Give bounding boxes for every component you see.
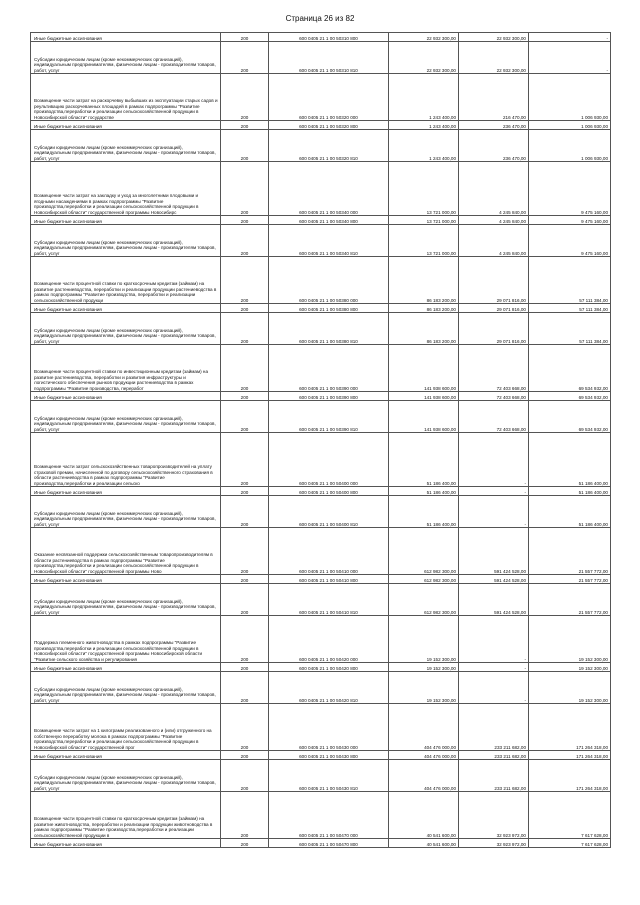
line-code-cell: 200 <box>221 616 269 663</box>
executed-amount-cell: 32 923 972,00 <box>459 839 529 848</box>
budget-classification-code-cell: 600 0405 21 1 00 50430 810 <box>269 760 389 792</box>
table-row <box>31 345 611 392</box>
table-row <box>31 496 611 528</box>
approved-amount-cell: 22 932 300,00 <box>389 33 459 42</box>
approved-amount-cell: 86 183 200,00 <box>389 304 459 313</box>
approved-amount-cell: 612 982 300,00 <box>389 584 459 616</box>
unexecuted-amount-cell: 171 264 318,00 <box>529 704 611 751</box>
budget-classification-code-cell: 600 0405 21 1 00 50340 800 <box>269 216 389 225</box>
table-row <box>31 121 611 130</box>
line-code-cell: 200 <box>221 663 269 672</box>
unexecuted-amount-cell: 57 111 384,00 <box>529 313 611 345</box>
table-row <box>31 528 611 575</box>
table-row <box>31 760 611 792</box>
executed-amount-cell: 591 424 528,00 <box>459 528 529 575</box>
budget-classification-code-cell: 600 0405 21 1 00 50390 000 <box>269 345 389 392</box>
line-code-cell: 200 <box>221 345 269 392</box>
expense-name-cell: Оказание несвязанной поддержки сельскохозяйственным товаропроизводителям в области растениеводства в рамках подпрограммы "Развитие производства,переработки и реализации сельскохозяйственной продукции в Новосибирской области" государственной программы Ново <box>31 528 221 575</box>
line-code-cell: 200 <box>221 216 269 225</box>
budget-classification-code-cell: 600 0405 21 1 00 50310 800 <box>269 33 389 42</box>
unexecuted-amount-cell: 171 264 318,00 <box>529 751 611 760</box>
line-code-cell: 200 <box>221 225 269 257</box>
approved-amount-cell: 404 476 000,00 <box>389 760 459 792</box>
budget-classification-code-cell: 600 0405 21 1 00 50400 000 <box>269 433 389 487</box>
executed-amount-cell: - <box>459 496 529 528</box>
line-code-cell: 200 <box>221 751 269 760</box>
expense-name-cell: Субсидии юридическим лицам (кроме некоммерческих организаций), индивидуальным предпринимателям, физическим лицам - производителям товаров, работ, услуг <box>31 42 221 74</box>
line-code-cell: 200 <box>221 433 269 487</box>
expense-name-cell: Субсидии юридическим лицам (кроме некоммерческих организаций), индивидуальным предпринимателям, физическим лицам - производителям товаров, работ, услуг <box>31 313 221 345</box>
table-row <box>31 575 611 584</box>
table-row <box>31 74 611 121</box>
line-code-cell: 200 <box>221 74 269 121</box>
unexecuted-amount-cell: 171 264 318,00 <box>529 760 611 792</box>
executed-amount-cell: 4 245 840,00 <box>459 216 529 225</box>
executed-amount-cell: - <box>459 487 529 496</box>
approved-amount-cell: 19 152 300,00 <box>389 663 459 672</box>
unexecuted-amount-cell: - <box>529 33 611 42</box>
unexecuted-amount-cell: 7 617 628,00 <box>529 792 611 839</box>
approved-amount-cell: 13 721 000,00 <box>389 216 459 225</box>
approved-amount-cell: 141 938 600,00 <box>389 401 459 433</box>
executed-amount-cell: - <box>459 433 529 487</box>
unexecuted-amount-cell: 69 534 932,00 <box>529 401 611 433</box>
executed-amount-cell: 233 211 682,00 <box>459 704 529 751</box>
table-row <box>31 401 611 433</box>
unexecuted-amount-cell: 1 006 930,00 <box>529 74 611 121</box>
budget-classification-code-cell: 600 0405 21 1 00 50430 000 <box>269 704 389 751</box>
expense-name-cell: Возмещение части процентной ставки по краткосрочным кредитам (займам) на развитие животноводства, переработки и реализации продукции животноводства в рамках подпрограммы "Развитие производства,переработки и реализации сельскохозяйственной продукции в <box>31 792 221 839</box>
budget-classification-code-cell: 600 0405 21 1 00 50470 800 <box>269 839 389 848</box>
budget-classification-code-cell: 600 0405 21 1 00 50380 810 <box>269 313 389 345</box>
budget-classification-code-cell: 600 0405 21 1 00 50320 810 <box>269 130 389 162</box>
unexecuted-amount-cell: 51 186 400,00 <box>529 496 611 528</box>
line-code-cell: 200 <box>221 839 269 848</box>
line-code-cell: 200 <box>221 313 269 345</box>
budget-classification-code-cell: 600 0405 21 1 00 50390 800 <box>269 392 389 401</box>
approved-amount-cell: 51 186 400,00 <box>389 487 459 496</box>
unexecuted-amount-cell: 7 617 628,00 <box>529 839 611 848</box>
expense-name-cell: Иные бюджетные ассигнования <box>31 216 221 225</box>
approved-amount-cell: 13 721 000,00 <box>389 225 459 257</box>
table-row <box>31 130 611 162</box>
approved-amount-cell: 40 541 600,00 <box>389 792 459 839</box>
executed-amount-cell: 72 403 668,00 <box>459 401 529 433</box>
executed-amount-cell: 4 245 840,00 <box>459 162 529 216</box>
expense-name-cell: Иные бюджетные ассигнования <box>31 663 221 672</box>
unexecuted-amount-cell: 51 186 400,00 <box>529 487 611 496</box>
budget-classification-code-cell: 600 0405 21 1 00 50400 810 <box>269 496 389 528</box>
unexecuted-amount-cell: 1 006 930,00 <box>529 130 611 162</box>
line-code-cell: 200 <box>221 704 269 751</box>
table-row <box>31 663 611 672</box>
line-code-cell: 200 <box>221 42 269 74</box>
executed-amount-cell: 591 424 528,00 <box>459 584 529 616</box>
unexecuted-amount-cell: 19 152 300,00 <box>529 672 611 704</box>
budget-classification-code-cell: 600 0405 21 1 00 50320 800 <box>269 121 389 130</box>
budget-classification-code-cell: 600 0405 21 1 00 50390 810 <box>269 401 389 433</box>
approved-amount-cell: 612 982 300,00 <box>389 575 459 584</box>
budget-classification-code-cell: 600 0405 21 1 00 50410 800 <box>269 575 389 584</box>
executed-amount-cell: 236 470,00 <box>459 130 529 162</box>
budget-classification-code-cell: 600 0405 21 1 00 50410 810 <box>269 584 389 616</box>
executed-amount-cell: 4 245 840,00 <box>459 225 529 257</box>
expense-name-cell: Иные бюджетные ассигнования <box>31 304 221 313</box>
executed-amount-cell: 233 211 682,00 <box>459 760 529 792</box>
expense-name-cell: Субсидии юридическим лицам (кроме некоммерческих организаций), индивидуальным предпринимателям, физическим лицам - производителям товаров, работ, услуг <box>31 130 221 162</box>
executed-amount-cell: 233 211 682,00 <box>459 751 529 760</box>
budget-classification-code-cell: 600 0405 21 1 00 50420 000 <box>269 616 389 663</box>
unexecuted-amount-cell: 9 475 160,00 <box>529 225 611 257</box>
expense-name-cell: Субсидии юридическим лицам (кроме некоммерческих организаций), индивидуальным предпринимателям, физическим лицам - производителям товаров, работ, услуг <box>31 496 221 528</box>
budget-classification-code-cell: 600 0405 21 1 00 50340 810 <box>269 225 389 257</box>
expense-name-cell: Возмещение части затрат сельскохозяйственных товаропроизводителей на уплату страховой премии, начисленной по договору сельскохозяйственного страхования в области растениеводства в рамках подпрограммы "Развитие производства,переработки и реализации сельско <box>31 433 221 487</box>
unexecuted-amount-cell: 19 152 300,00 <box>529 616 611 663</box>
line-code-cell: 200 <box>221 672 269 704</box>
expense-name-cell: Возмещение части процентной ставки по инвестиционным кредитам (займам) на развитие растениеводства, переработки и развития инфраструктуры и логистического обеспечения рынков продукции растениеводства в рамках подпрограммы "Развитие производства, переработ <box>31 345 221 392</box>
unexecuted-amount-cell: 21 557 772,00 <box>529 575 611 584</box>
unexecuted-amount-cell: 69 534 932,00 <box>529 392 611 401</box>
budget-classification-code-cell: 600 0405 21 1 00 50410 000 <box>269 528 389 575</box>
budget-classification-code-cell: 600 0405 21 1 00 50320 000 <box>269 74 389 121</box>
table-row <box>31 257 611 304</box>
budget-classification-code-cell: 600 0405 21 1 00 50310 810 <box>269 42 389 74</box>
line-code-cell: 200 <box>221 130 269 162</box>
page-number: Страница 26 из 82 <box>285 14 355 23</box>
expense-name-cell: Иные бюджетные ассигнования <box>31 121 221 130</box>
approved-amount-cell: 141 938 600,00 <box>389 345 459 392</box>
expense-name-cell: Возмещение части процентной ставки по краткосрочным кредитам (займам) на развитие растениеводства, переработки и реализации продукции растениеводства в рамках подпрограммы "Развитие производства, переработки и реализации сельскохозяйственной продукци <box>31 257 221 304</box>
expense-name-cell: Иные бюджетные ассигнования <box>31 575 221 584</box>
unexecuted-amount-cell: 21 557 772,00 <box>529 584 611 616</box>
budget-classification-code-cell: 600 0405 21 1 00 50400 800 <box>269 487 389 496</box>
expense-name-cell: Иные бюджетные ассигнования <box>31 487 221 496</box>
expense-name-cell: Субсидии юридическим лицам (кроме некоммерческих организаций), индивидуальным предпринимателям, физическим лицам - производителям товаров, работ, услуг <box>31 760 221 792</box>
approved-amount-cell: 141 938 600,00 <box>389 392 459 401</box>
line-code-cell: 200 <box>221 33 269 42</box>
budget-classification-code-cell: 600 0405 21 1 00 50380 800 <box>269 304 389 313</box>
expense-name-cell: Возмещение части затрат на раскорчевку выбывших из эксплуатации старых садов и реультивацию раскорчеванных площадей в рамках подпрограммы "Развитие производства,переработки и реализации сельскохозяйственной продукции в Новосибирской области" государстве <box>31 74 221 121</box>
executed-amount-cell: 72 403 668,00 <box>459 345 529 392</box>
unexecuted-amount-cell: 9 475 160,00 <box>529 216 611 225</box>
line-code-cell: 200 <box>221 496 269 528</box>
expense-name-cell: Субсидии юридическим лицам (кроме некоммерческих организаций), индивидуальным предпринимателям, физическим лицам - производителям товаров, работ, услуг <box>31 672 221 704</box>
table-row <box>31 313 611 345</box>
approved-amount-cell: 404 476 000,00 <box>389 751 459 760</box>
table-row <box>31 216 611 225</box>
line-code-cell: 200 <box>221 257 269 304</box>
expense-name-cell: Субсидии юридическим лицам (кроме некоммерческих организаций), индивидуальным предпринимателям, физическим лицам - производителям товаров, работ, услуг <box>31 401 221 433</box>
approved-amount-cell: 13 721 000,00 <box>389 162 459 216</box>
approved-amount-cell: 19 152 300,00 <box>389 616 459 663</box>
line-code-cell: 200 <box>221 487 269 496</box>
executed-amount-cell: 216 470,00 <box>459 74 529 121</box>
unexecuted-amount-cell: 57 111 384,00 <box>529 304 611 313</box>
approved-amount-cell: 51 186 400,00 <box>389 496 459 528</box>
table-row <box>31 433 611 487</box>
expense-name-cell: Поддержка племенного животноводства в рамках подпрограммы "Развитие производства,переработки и реализации сельскохозяйственной продукции в Новосибирской области" государственной программы Новосибирской области "Развитие сельского хозяйства и регулирования <box>31 616 221 663</box>
unexecuted-amount-cell: 9 475 160,00 <box>529 162 611 216</box>
budget-classification-code-cell: 600 0405 21 1 00 50420 810 <box>269 672 389 704</box>
expense-name-cell: Субсидии юридическим лицам (кроме некоммерческих организаций), индивидуальным предпринимателям, физическим лицам - производителям товаров, работ, услуг <box>31 225 221 257</box>
budget-table-body <box>31 33 611 848</box>
approved-amount-cell: 19 152 300,00 <box>389 672 459 704</box>
line-code-cell: 200 <box>221 401 269 433</box>
line-code-cell: 200 <box>221 304 269 313</box>
table-row <box>31 839 611 848</box>
table-row <box>31 42 611 74</box>
table-row <box>31 792 611 839</box>
approved-amount-cell: 22 932 300,00 <box>389 42 459 74</box>
table-row <box>31 487 611 496</box>
line-code-cell: 200 <box>221 575 269 584</box>
expense-name-cell: Иные бюджетные ассигнования <box>31 33 221 42</box>
executed-amount-cell: 236 470,00 <box>459 121 529 130</box>
expense-name-cell: Иные бюджетные ассигнования <box>31 751 221 760</box>
table-row <box>31 33 611 42</box>
approved-amount-cell: 51 186 400,00 <box>389 433 459 487</box>
executed-amount-cell: 29 071 816,00 <box>459 313 529 345</box>
budget-classification-code-cell: 600 0405 21 1 00 50470 000 <box>269 792 389 839</box>
line-code-cell: 200 <box>221 392 269 401</box>
executed-amount-cell: 29 071 816,00 <box>459 304 529 313</box>
line-code-cell: 200 <box>221 528 269 575</box>
approved-amount-cell: 612 982 300,00 <box>389 528 459 575</box>
executed-amount-cell: 72 403 668,00 <box>459 392 529 401</box>
approved-amount-cell: 86 183 200,00 <box>389 257 459 304</box>
unexecuted-amount-cell: 69 534 932,00 <box>529 345 611 392</box>
approved-amount-cell: 404 476 000,00 <box>389 704 459 751</box>
line-code-cell: 200 <box>221 792 269 839</box>
table-row <box>31 672 611 704</box>
budget-classification-code-cell: 600 0405 21 1 00 50430 800 <box>269 751 389 760</box>
table-row <box>31 225 611 257</box>
executed-amount-cell: 591 424 528,00 <box>459 575 529 584</box>
executed-amount-cell: - <box>459 672 529 704</box>
budget-table <box>30 32 611 848</box>
expense-name-cell: Иные бюджетные ассигнования <box>31 392 221 401</box>
table-row <box>31 584 611 616</box>
line-code-cell: 200 <box>221 760 269 792</box>
approved-amount-cell: 86 183 200,00 <box>389 313 459 345</box>
table-row <box>31 616 611 663</box>
unexecuted-amount-cell: 51 186 400,00 <box>529 433 611 487</box>
unexecuted-amount-cell: 21 557 772,00 <box>529 528 611 575</box>
unexecuted-amount-cell: 1 006 930,00 <box>529 121 611 130</box>
executed-amount-cell: 29 071 816,00 <box>459 257 529 304</box>
unexecuted-amount-cell: - <box>529 42 611 74</box>
expense-name-cell: Возмещение части затрат на 1 килограмм реализованного и (или) отгруженного на собственную переработку молока в рамках подпрограммы "Развитие производства,переработки и реализации сельскохозяйственной продукции в Новосибирской области" государственной прог <box>31 704 221 751</box>
budget-classification-code-cell: 600 0405 21 1 00 50340 000 <box>269 162 389 216</box>
table-row <box>31 162 611 216</box>
table-row <box>31 392 611 401</box>
line-code-cell: 200 <box>221 121 269 130</box>
unexecuted-amount-cell: 19 152 300,00 <box>529 663 611 672</box>
table-row <box>31 751 611 760</box>
unexecuted-amount-cell: 57 111 384,00 <box>529 257 611 304</box>
executed-amount-cell: 22 932 300,00 <box>459 33 529 42</box>
line-code-cell: 200 <box>221 584 269 616</box>
table-row <box>31 704 611 751</box>
budget-classification-code-cell: 600 0405 21 1 00 50420 800 <box>269 663 389 672</box>
approved-amount-cell: 1 243 400,00 <box>389 121 459 130</box>
executed-amount-cell: - <box>459 616 529 663</box>
table-row <box>31 304 611 313</box>
executed-amount-cell: 22 932 300,00 <box>459 42 529 74</box>
budget-classification-code-cell: 600 0405 21 1 00 50380 000 <box>269 257 389 304</box>
expense-name-cell: Субсидии юридическим лицам (кроме некоммерческих организаций), индивидуальным предпринимателям, физическим лицам - производителям товаров, работ, услуг <box>31 584 221 616</box>
executed-amount-cell: 32 923 972,00 <box>459 792 529 839</box>
approved-amount-cell: 40 541 600,00 <box>389 839 459 848</box>
approved-amount-cell: 1 243 400,00 <box>389 130 459 162</box>
expense-name-cell: Возмещение части затрат на закладку и уход за многолетними плодовыми и ягодными насаждениями в рамках подпрограммы "Развитие производства,переработки и реализации сельскохозяйственной продукции в Новосибирской области" государственной программы Новосибирс <box>31 162 221 216</box>
expense-name-cell: Иные бюджетные ассигнования <box>31 839 221 848</box>
approved-amount-cell: 1 243 400,00 <box>389 74 459 121</box>
executed-amount-cell: - <box>459 663 529 672</box>
line-code-cell: 200 <box>221 162 269 216</box>
